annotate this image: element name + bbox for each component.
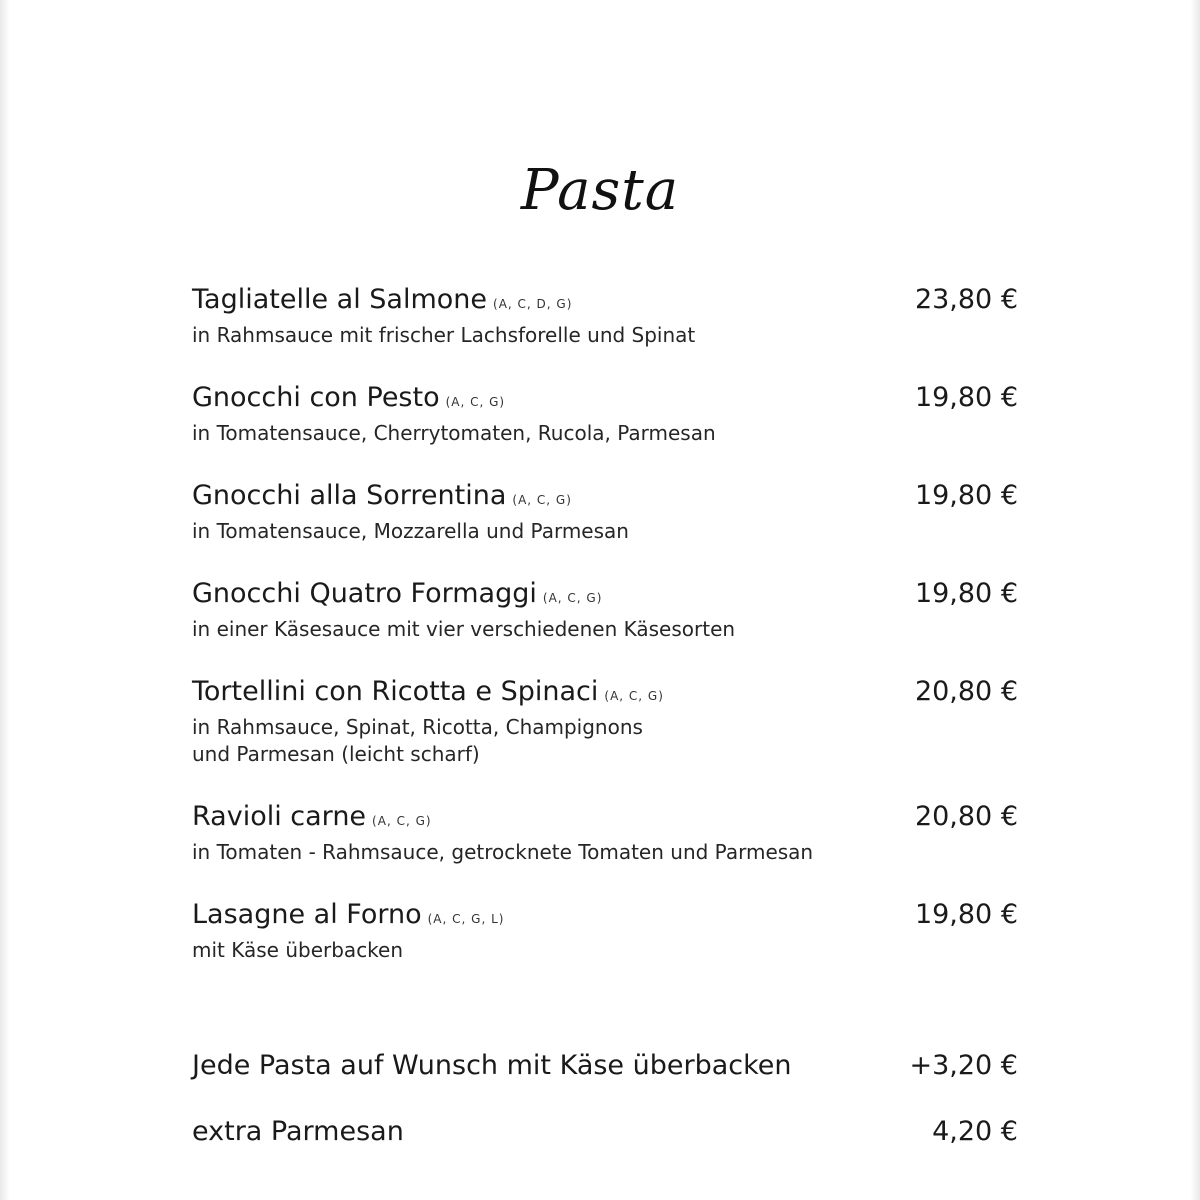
extra-option	[192, 1112, 1018, 1178]
page-title: Pasta	[520, 158, 680, 223]
menu-item-name: Gnocchi alla Sorrentina	[192, 480, 507, 511]
menu-item-description: in Tomatensauce, Cherrytomaten, Rucola, Parmesan	[192, 421, 716, 445]
menu-item-price: 20,80 €	[914, 676, 1018, 707]
menu-item-name: Ravioli carne	[192, 801, 367, 832]
menu-item-name: Tortellini con Ricotta e Spinaci	[192, 676, 599, 707]
extras-list	[192, 1046, 1018, 1178]
menu-item-allergens: (A, C, G, L)	[427, 912, 505, 926]
menu-item-title	[192, 478, 1018, 518]
menu-item-price: 19,80 €	[914, 578, 1018, 609]
menu-item-price: 23,80 €	[914, 284, 1018, 315]
menu-item-title	[192, 576, 1018, 616]
menu-item-name: Gnocchi con Pesto	[192, 382, 440, 413]
menu-item-description: in Rahmsauce, Spinat, Ricotta, Champignons	[192, 715, 643, 739]
menu-item-description: in einer Käsesauce mit vier verschiedenen Käsesorten	[192, 617, 736, 641]
menu-item-description: in Rahmsauce mit frischer Lachsforelle und Spinat	[192, 323, 696, 347]
menu-item-allergens: (A, C, G)	[542, 591, 603, 605]
menu-item-description: und Parmesan (leicht scharf)	[192, 742, 480, 766]
menu-item-allergens: (A, C, G)	[604, 689, 664, 703]
extra-option-label: extra Parmesan	[192, 1116, 404, 1147]
menu-item-description: in Tomaten - Rahmsauce, getrocknete Tomaten und Parmesan	[192, 840, 814, 864]
menu-item-title	[192, 380, 1018, 420]
menu-item	[192, 282, 1018, 349]
menu-item-title	[192, 282, 1018, 322]
menu-item-title	[192, 799, 1018, 839]
extra-option	[192, 1046, 1018, 1112]
menu-item-allergens: (A, C, G)	[445, 395, 506, 409]
extra-option-label: Jede Pasta auf Wunsch mit Käse überbacken	[192, 1050, 792, 1081]
extra-option-price: 4,20 €	[932, 1116, 1018, 1147]
menu-item-description: in Tomatensauce, Mozzarella und Parmesan	[192, 519, 629, 543]
menu-item-allergens: (A, C, G)	[372, 814, 432, 828]
menu-item-list	[192, 282, 1018, 964]
menu-item	[192, 674, 1018, 768]
menu-item	[192, 478, 1018, 545]
menu-item-title	[192, 897, 1018, 937]
menu-item-description: mit Käse überbacken	[192, 938, 404, 962]
menu-item-name: Gnocchi Quatro Formaggi	[192, 578, 537, 609]
menu-item-price: 19,80 €	[914, 899, 1018, 930]
menu-item	[192, 897, 1018, 964]
menu-item-allergens: (A, C, G)	[512, 493, 572, 507]
menu-item-title	[192, 674, 1018, 714]
menu-item	[192, 799, 1018, 866]
menu-item	[192, 380, 1018, 447]
menu-item-price: 19,80 €	[914, 382, 1018, 413]
menu-item-name: Lasagne al Forno	[192, 899, 422, 930]
menu-item	[192, 576, 1018, 643]
menu-item-price: 20,80 €	[914, 801, 1018, 832]
menu-item-price: 19,80 €	[914, 480, 1018, 511]
menu-item-name: Tagliatelle al Salmone	[192, 284, 488, 315]
menu-item-allergens: (A, C, D, G)	[493, 297, 573, 311]
extra-option-price: +3,20 €	[909, 1050, 1018, 1081]
